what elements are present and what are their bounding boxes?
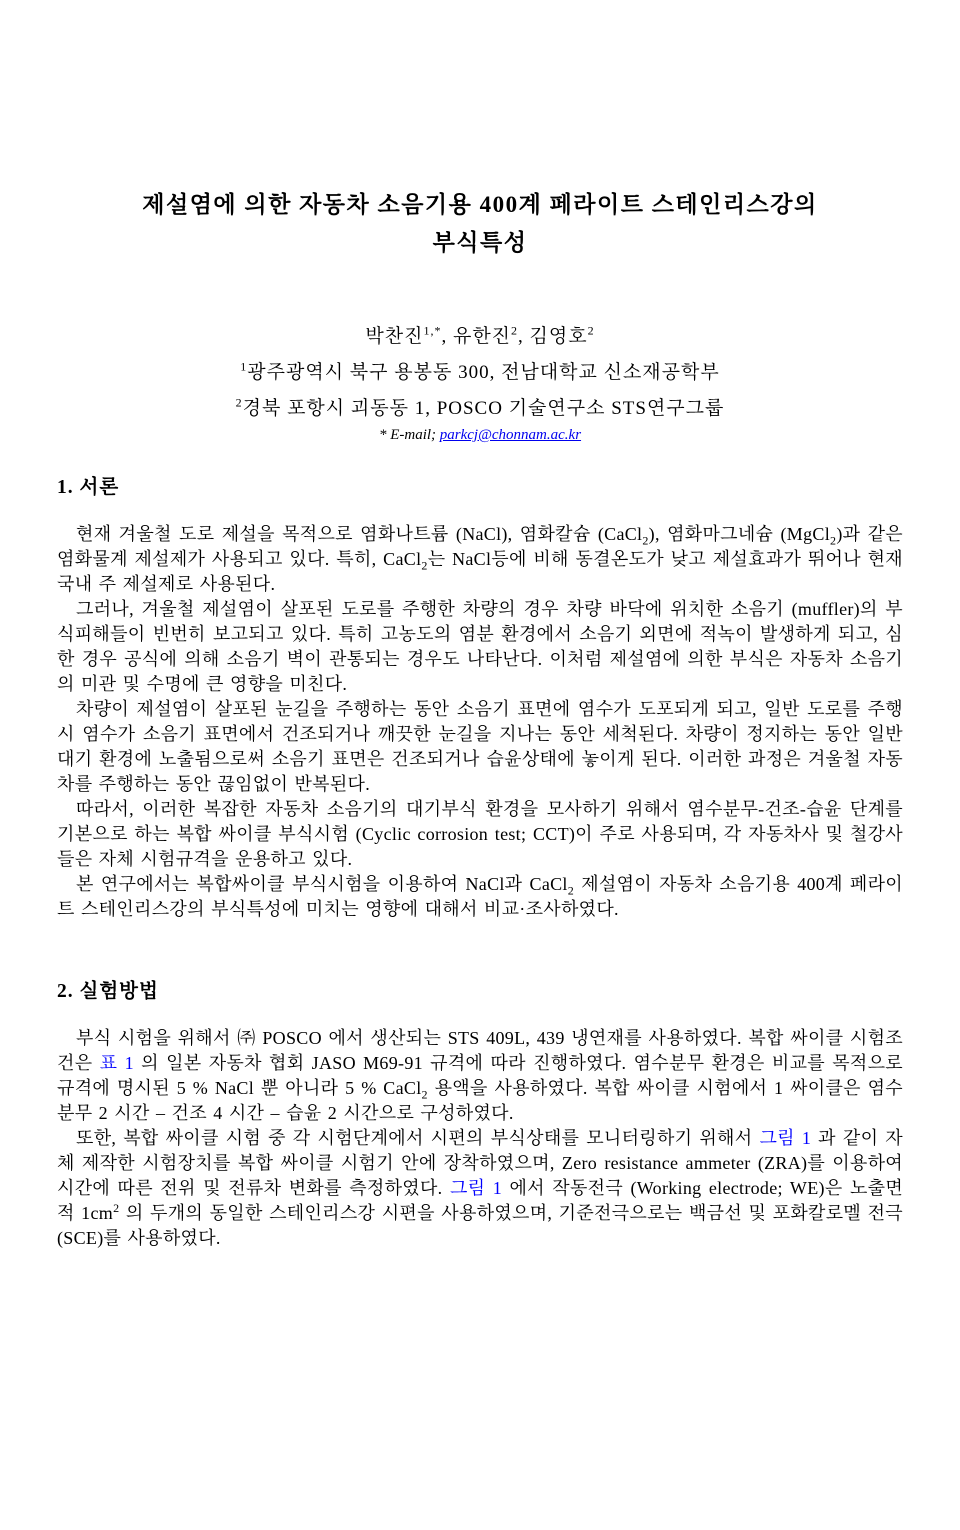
author-name: 박찬진 [365,326,424,347]
table-1-link[interactable]: 표 1 [99,1053,134,1073]
intro-paragraph-3: 차량이 제설염이 살포된 눈길을 주행하는 동안 소음기 표면에 염수가 도포되게 되고, 일반 도로를 주행시 염수가 소음기 표면에서 건조되거나 깨끗한 눈길을 지나는 동안 세척된다. 차량이 정지하는 동안 일반 대기 환경에 노출됨으로써 소음기 표면은 건조되거나 습윤상태에 놓이게 된다. 이러한 과정은 겨울철 자동차를 주행하는 동안 끊임없이 반복된다. [57,699,903,794]
author-superscript: 2 [587,323,595,338]
subscript: 2 [421,558,428,573]
page-title-line-2: 부식특성 [432,230,528,255]
section-2-heading: 2. 실험방법 [57,981,159,1002]
subscript: 2 [567,883,575,898]
method-paragraph-1 [57,1026,903,1126]
intro-paragraph-5 [57,872,903,922]
intro-paragraph-2: 그러나, 겨울철 제설염이 살포된 도로를 주행한 차량의 경우 차량 바닥에 위치한 소음기 (muffler)의 부식피해들이 빈번히 보고되고 있다. 특히 고농도의 염분 환경에서 소음기 외면에 적녹이 발생하게 되고, 심한 경우 공식에 의해 소음기 벽이 관통되는 경우도 나타난다. 이처럼 제설염에 의한 부식은 자동차 소음기의 미관 및 수명에 큰 영향을 미친다. [57,599,903,694]
author-name: , 유한진 [441,326,512,347]
subscript: 2 [421,1087,428,1102]
affiliation-text: 광주광역시 북구 용봉동 300, 전남대학교 신소재공학부 [247,362,720,383]
text-run: 의 일본 자동차 협회 JASO M69-91 규격에 따라 진행하였다. 염수분무 환경은 비교를 목적으로 규격에 명시된 5 % NaCl 뿐 아니라 5 % CaCl [57,1053,903,1098]
superscript: 2 [113,1201,120,1215]
text-run: )과 같은 염화물계 제설제가 사용되고 있다. 특히, CaCl [57,524,903,569]
author-name: , 김영호 [518,326,588,347]
page-title [57,186,903,262]
text-run: 또한, 복합 싸이클 시험 중 각 시험단계에서 시편의 부식상태를 모니터링하기 위해서 [76,1128,760,1148]
affiliation-1 [57,360,903,386]
author-superscript: 1,* [423,323,442,338]
affiliation-text: 경북 포항시 괴동동 1, POSCO 기술연구소 STS연구그룹 [242,398,725,419]
subscript: 2 [830,533,837,548]
intro-paragraph-4: 따라서, 이러한 복잡한 자동차 소음기의 대기부식 환경을 모사하기 위해서 염수분무-건조-습윤 단계를 기본으로 하는 복합 싸이클 부식시험 (Cyclic corrosion test; CCT)이 주로 사용되며, 각 자동차사 및 철강사 들은 자체 시험규격을 운용하고 있다. [57,799,903,869]
intro-paragraph-1 [57,522,903,597]
text-run: 의 두개의 동일한 스테인리스강 시편을 사용하였으며, 기준전극으로는 백금선 및 포화칼로멜 전극 (SCE)를 사용하였다. [57,1203,903,1248]
email-link[interactable]: parkcj@chonnam.ac.kr [439,427,582,443]
author-superscript: 2 [511,323,519,338]
email-label: * E-mail; [378,427,440,443]
subscript: 2 [642,533,649,548]
affiliation-2 [57,396,903,422]
text-run: 부식 시험을 위해서 ㈜ POSCO 에서 생산되는 STS 409L, 439 냉연재를 사용하였다. 복합 싸이클 시험조건은 [57,1028,903,1073]
figure-1-link[interactable]: 그림 1 [449,1178,503,1198]
text-run: 현재 겨울철 도로 제설을 목적으로 염화나트륨 (NaCl), 염화칼슘 (CaCl [76,524,643,544]
text-run: 는 NaCl등에 비해 동결온도가 낮고 제설효과가 뛰어나 현재 국내 주 제설제로 사용된다. [57,549,903,594]
text-run: 제설염이 자동차 소음기용 400계 페라이트 스테인리스강의 부식특성에 미치는 영향에 대해서 비교·조사하였다. [57,874,903,919]
figure-1-link[interactable]: 그림 1 [759,1128,812,1148]
method-paragraph-2 [57,1126,903,1251]
page-title-line-1: 제설염에 의한 자동차 소음기용 400계 페라이트 스테인리스강의 [142,192,818,217]
email-line [57,424,903,446]
text-run: 과 같이 자체 제작한 시험장치를 복합 싸이클 시험기 안에 장착하였으며, Zero resistance ammeter (ZRA)를 이용하여 시간에 따른 전위 및 전류차 변화를 측정하였다. [57,1128,903,1198]
text-run: 용액을 사용하였다. 복합 싸이클 시험에서 1 싸이클은 염수분무 2 시간 – 건조 4 시간 – 습윤 2 시간으로 구성하였다. [57,1078,903,1123]
affiliation-superscript: 1 [240,359,248,374]
text-run: ), 염화마그네슘 (MgCl [648,524,831,544]
affiliation-superscript: 2 [235,395,243,410]
text-run: 에서 작동전극 (Working electrode; WE)은 노출면적 1cm [57,1178,904,1223]
authors-line [57,324,903,350]
section-1-heading: 1. 서론 [57,477,120,498]
text-run: 본 연구에서는 복합싸이클 부식시험을 이용하여 NaCl과 CaCl [76,874,568,894]
